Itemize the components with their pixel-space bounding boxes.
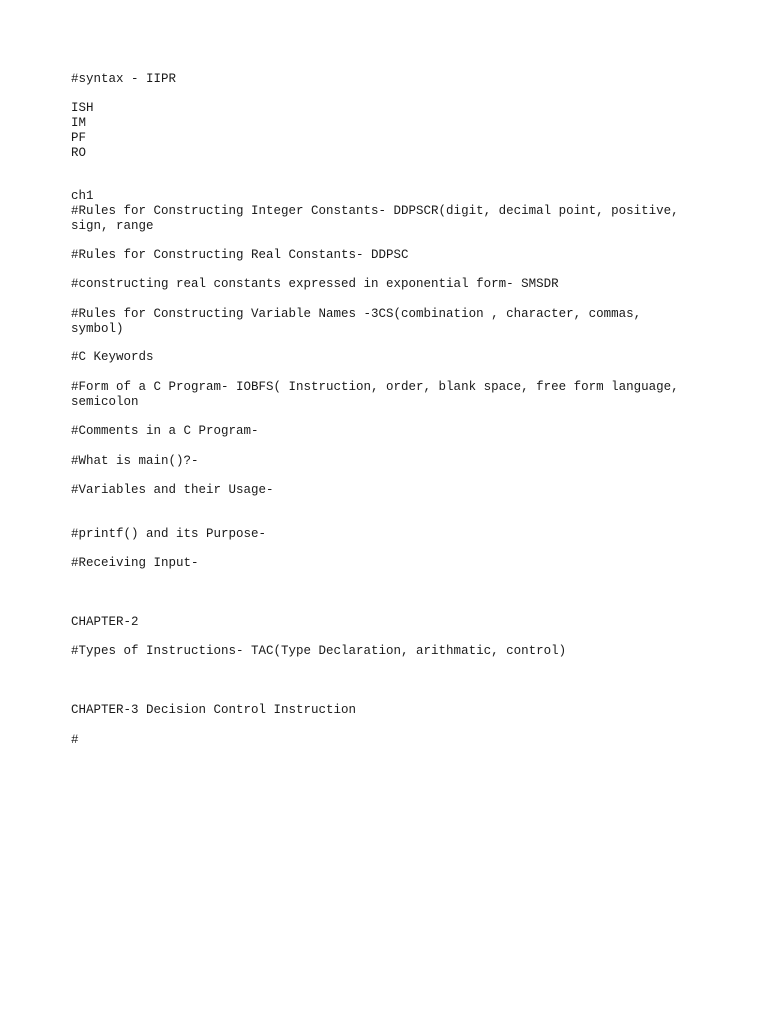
- chapter-2-heading: CHAPTER-2: [71, 615, 139, 629]
- mnemonic-line-im: IM: [71, 116, 87, 130]
- main-heading: #What is main()?-: [71, 454, 199, 468]
- comments-heading: #Comments in a C Program-: [71, 424, 259, 438]
- chapter-3-heading: CHAPTER-3 Decision Control Instruction: [71, 703, 357, 717]
- integer-constants-rule: #Rules for Constructing Integer Constants- DDPSCR(digit, decimal point, positive,: [71, 204, 679, 218]
- printf-heading: #printf() and its Purpose-: [71, 527, 267, 541]
- variables-usage-heading: #Variables and their Usage-: [71, 483, 274, 497]
- syntax-heading: #syntax - IIPR: [71, 72, 177, 86]
- mnemonic-line-ro: RO: [71, 146, 87, 160]
- variable-names-rule-cont: symbol): [71, 322, 124, 336]
- integer-constants-rule-cont: sign, range: [71, 219, 154, 233]
- real-constants-rule: #Rules for Constructing Real Constants- DDPSC: [71, 248, 409, 262]
- instruction-types-rule: #Types of Instructions- TAC(Type Declaration, arithmatic, control): [71, 644, 567, 658]
- program-form-rule-cont: semicolon: [71, 395, 139, 409]
- receiving-input-heading: #Receiving Input-: [71, 556, 199, 570]
- empty-note-marker: #: [71, 733, 79, 747]
- program-form-rule: #Form of a C Program- IOBFS( Instruction, order, blank space, free form language,: [71, 380, 679, 394]
- variable-names-rule: #Rules for Constructing Variable Names -3CS(combination , character, commas,: [71, 307, 642, 321]
- exponential-form-rule: #constructing real constants expressed in exponential form- SMSDR: [71, 277, 559, 291]
- mnemonic-line-pf: PF: [71, 131, 87, 145]
- mnemonic-line-ish: ISH: [71, 101, 94, 115]
- c-keywords-heading: #C Keywords: [71, 350, 154, 364]
- chapter-1-heading: ch1: [71, 189, 94, 203]
